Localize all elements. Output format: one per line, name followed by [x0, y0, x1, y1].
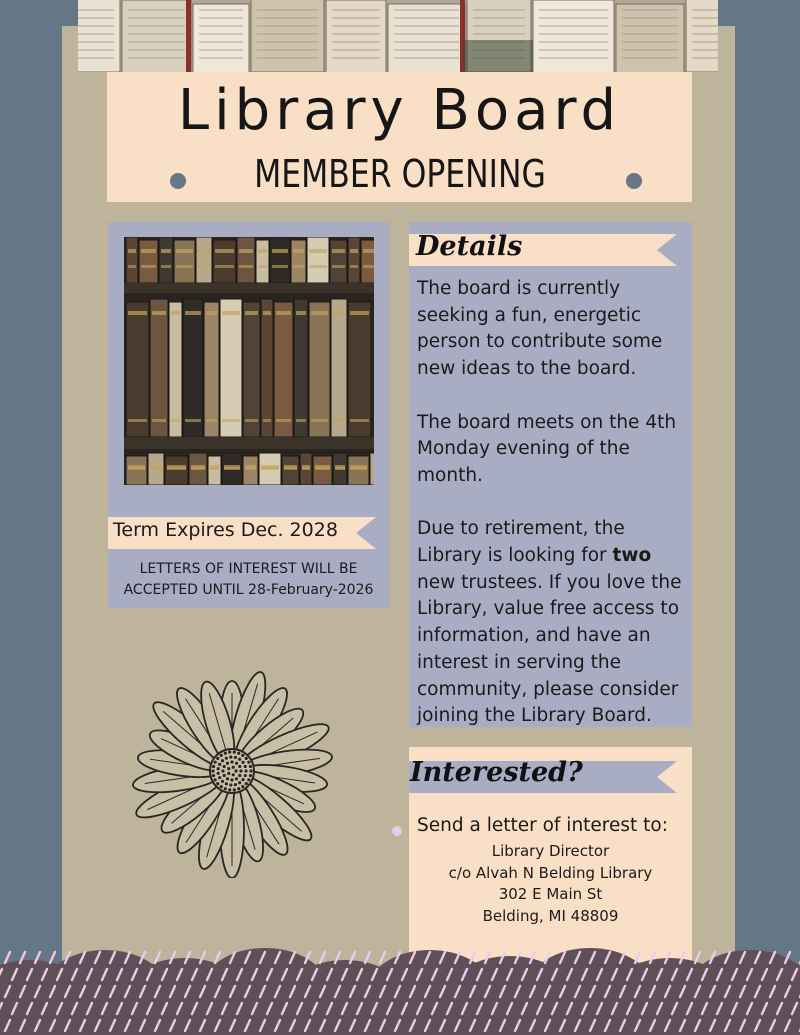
details-heading: Details [416, 231, 523, 262]
letters-line-1: LETTERS OF INTEREST WILL BE [139, 561, 358, 577]
bullet-dot [392, 826, 402, 836]
address-line: Library Director [491, 842, 610, 860]
daisy-icon [118, 668, 348, 878]
details-paragraph-3 [417, 516, 689, 730]
details-body [417, 276, 689, 730]
rain-cloud-pattern [0, 930, 800, 1035]
letters-line-2: ACCEPTED UNTIL 28-February-2026 [123, 582, 374, 598]
mailing-address [409, 841, 692, 927]
page-title: Library Board [177, 78, 622, 143]
term-expires: Term Expires Dec. 2028 [113, 519, 338, 541]
address-line: Belding, MI 48809 [482, 906, 619, 925]
details-p3-bold: two [612, 545, 652, 566]
details-p3-start: Due to retirement, the Library is looking for [417, 518, 625, 566]
details-p3-end: new trustees. If you love the Library, value free access to information, and have an interest in serving the community, please consider joining the Library Board. [417, 571, 682, 727]
details-paragraph-1: The board is currently seeking a fun, energetic person to contribute some new ideas to the board. [417, 278, 663, 380]
send-letter-line: Send a letter of interest to: [417, 815, 668, 836]
address-line: c/o Alvah N Belding Library [448, 863, 653, 882]
details-paragraph-2: The board meets on the 4th Monday evening of the month. [417, 411, 677, 486]
page-subtitle: MEMBER OPENING [254, 152, 546, 196]
bookshelf-photo [124, 237, 374, 485]
interested-heading: Interested? [410, 757, 583, 788]
letters-deadline [108, 559, 389, 601]
open-books-photo [78, 0, 718, 72]
address-line: 302 E Main St [498, 885, 603, 903]
